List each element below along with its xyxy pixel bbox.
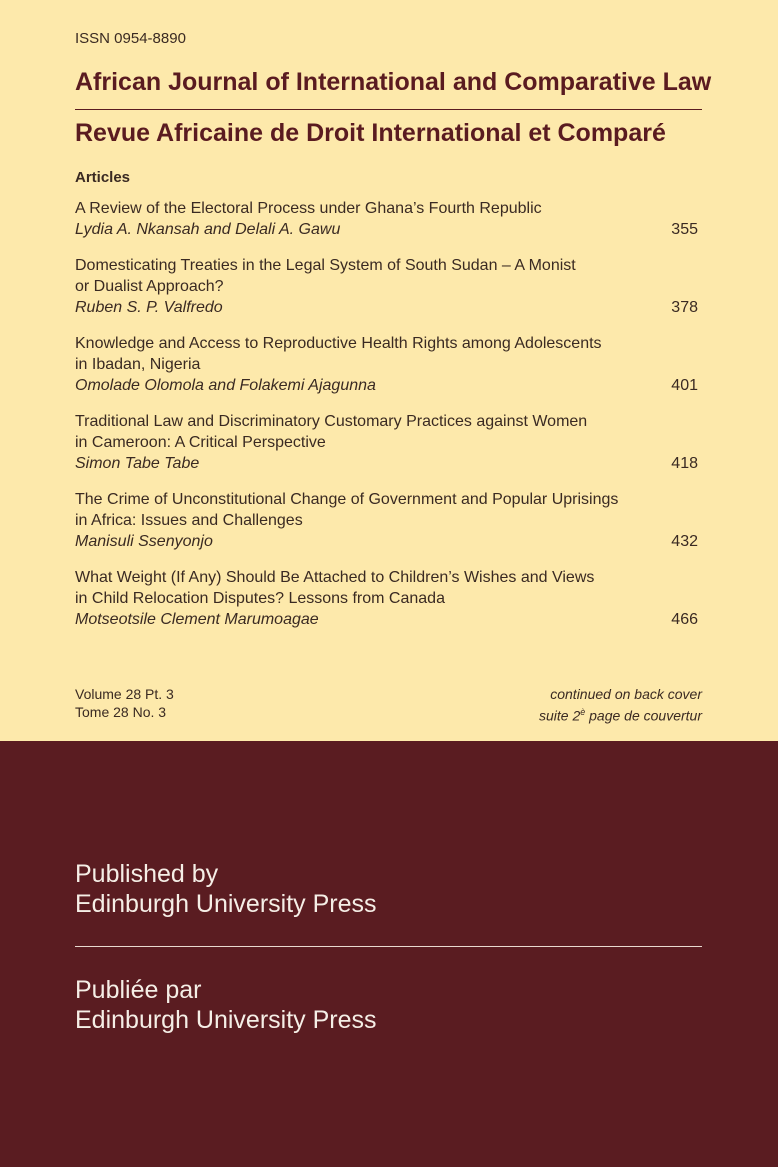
article-title: Domesticating Treaties in the Legal System of South Sudan – A Monist or Dualist Approach? (75, 257, 576, 295)
article-page-number: 378 (671, 299, 698, 316)
journal-title-french: Revue Africaine de Droit International et Comparé (75, 119, 666, 147)
article-page-number: 418 (671, 455, 698, 472)
article-entry (75, 489, 698, 552)
publisher-name: Edinburgh University Press (75, 890, 377, 918)
article-title: Knowledge and Access to Reproductive Health Rights among Adolescents in Ibadan, Nigeria (75, 335, 602, 373)
publisher-divider (75, 946, 702, 947)
articles-list (75, 198, 698, 645)
publisher-name-french: Edinburgh University Press (75, 1006, 377, 1034)
article-title: Traditional Law and Discriminatory Customary Practices against Women in Cameroon: A Critical Perspective (75, 413, 588, 451)
article-page-number: 401 (671, 377, 698, 394)
title-divider (75, 109, 702, 110)
article-title: What Weight (If Any) Should Be Attached to Children’s Wishes and Views in Child Relocation Disputes? Lessons from Canada (75, 569, 595, 607)
article-entry (75, 567, 698, 630)
article-page-number: 355 (671, 221, 698, 238)
article-page-number: 466 (671, 611, 698, 628)
article-entry (75, 255, 698, 318)
volume-info (75, 685, 174, 721)
issn-number: ISSN 0954-8890 (75, 30, 186, 47)
article-page-number: 432 (671, 533, 698, 550)
continued-note (539, 685, 702, 725)
article-authors: Simon Tabe Tabe (75, 455, 200, 472)
continued-english: continued on back cover (550, 686, 702, 702)
volume-english: Volume 28 Pt. 3 (75, 686, 174, 702)
article-authors: Motseotsile Clement Marumoagae (75, 611, 319, 628)
cover-bottom-panel (0, 741, 778, 1167)
journal-title-english: African Journal of International and Comparative Law (75, 68, 712, 96)
articles-heading: Articles (75, 169, 131, 186)
article-title: The Crime of Unconstitutional Change of Government and Popular Uprisings in Africa: Issues and Challenges (75, 491, 619, 529)
article-authors: Ruben S. P. Valfredo (75, 299, 223, 316)
article-authors: Omolade Olomola and Folakemi Ajagunna (75, 377, 376, 394)
article-authors: Lydia A. Nkansah and Delali A. Gawu (75, 221, 341, 238)
continued-french: suite $2^è$ page de couvertur (538, 707, 702, 724)
published-by-label: Published by (75, 860, 219, 888)
article-entry (75, 333, 698, 396)
publisher-english (75, 859, 377, 919)
publisher-french (75, 975, 377, 1035)
article-entry (75, 411, 698, 474)
publiee-par-label: Publiée par (75, 976, 202, 1004)
volume-french: Tome 28 No. 3 (75, 704, 167, 720)
article-entry (75, 198, 698, 240)
article-authors: Manisuli Ssenyonjo (75, 533, 213, 550)
article-title: A Review of the Electoral Process under Ghana’s Fourth Republic (75, 200, 542, 217)
